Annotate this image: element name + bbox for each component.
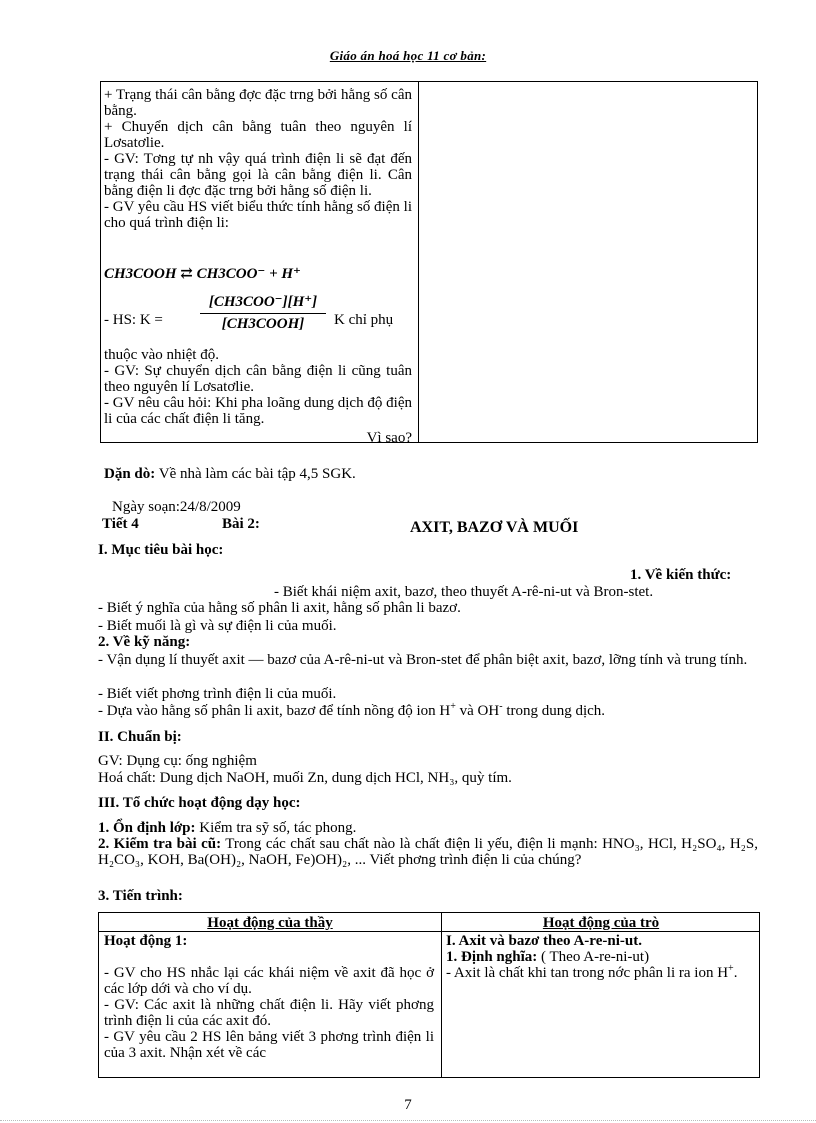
hs-tail: K chỉ phụ	[334, 312, 394, 328]
teacher-line: - GV cho HS nhắc lại các khái niệm về axit đã học ở các lớp dới và cho ví dụ.	[104, 965, 434, 997]
page-number: 7	[404, 1097, 412, 1113]
section-objectives: I. Mục tiêu bài học:	[98, 542, 224, 558]
step-review	[98, 836, 758, 868]
column-header-teacher: Hoạt động của thầy	[207, 915, 333, 931]
student-line-end: .	[733, 965, 738, 981]
student-line: - Axit là chất khi tan trong nớc phân li ra ion H	[446, 965, 729, 981]
table1-line: + Chuyển dịch cân bằng tuân theo nguyên lí Lơsatơlie.	[104, 119, 412, 151]
dissociation-equation: CH3COOH ⇄ CH3COO⁻ + H⁺	[104, 266, 301, 282]
table1-line: - GV: Sự chuyển dịch cân bằng điện li cũng tuân theo nguyên lí Lơsatơlie.	[104, 363, 412, 395]
homework-line	[104, 466, 356, 483]
page-bottom-rule	[0, 1120, 816, 1121]
table1-line: + Trạng thái cân bằng đợc đặc trng bởi hằng số cân bằng.	[104, 87, 412, 119]
definition-label: 1. Định nghĩa:	[446, 949, 538, 965]
table1-line: - GV yêu cầu HS viết biểu thức tính hằng số điện li cho quá trình điện li:	[104, 199, 412, 231]
step-stabilize	[98, 820, 356, 836]
lesson-period: Tiết 4	[102, 516, 139, 532]
lesson-title: AXIT, BAZƠ VÀ MUỐI	[410, 519, 579, 536]
skill-item: - Biết viết phơng trình điện li của muối.	[98, 686, 337, 702]
student-title: I. Axit và bazơ theo A-re-ni-ut.	[446, 933, 642, 949]
skill-text-a: - Dựa vào hằng số phân li axit, bazơ để tính nồng độ ion H	[98, 703, 451, 719]
fraction-numerator: [CH3COO⁻][H⁺]	[200, 292, 326, 314]
table1-line: - GV nêu câu hỏi: Khi pha loãng dung dịch độ điện li của các chất điện li tăng.	[104, 395, 412, 427]
vi-sao-text: Vì sao?	[366, 430, 412, 443]
table1-left-cell-a	[104, 87, 412, 231]
knowledge-item: - Biết muối là gì và sự điện li của muối.	[98, 618, 337, 634]
student-cell: I. Axit và bazơ theo A-re-ni-ut. 1. Định nghĩa: ( Theo A-re-ni-ut) - Axit là chất khi tan trong nớc phân li ra ion H+.	[446, 933, 754, 981]
prep-teacher: GV: Dụng cụ: ống nghiệm	[98, 753, 257, 769]
date-prepared: Ngày soạn:24/8/2009	[112, 499, 241, 515]
section-knowledge: 1. Về kiến thức:	[630, 567, 732, 583]
hs-label: - HS: K =	[104, 312, 163, 328]
lesson-number: Bài 2:	[222, 516, 260, 532]
step-label: 2. Kiểm tra bài cũ:	[98, 836, 222, 852]
table1-left-cell-b	[104, 347, 412, 427]
knowledge-item: - Biết ý nghĩa của hằng số phân li axit, hằng số phân li bazơ.	[98, 600, 461, 616]
step-text: Trong các chất sau chất nào là chất điện li yếu, điện li mạnh: HNO₃, HCl, H₂SO₄, H₂S, H₂CO₃, KOH, Ba(OH)₂, NaOH, Fe)OH)₂, ... Viết phơng trình điện li của chúng?	[98, 836, 758, 868]
teacher-line: - GV yêu cầu 2 HS lên bảng viết 3 phơng trình điện li của 3 axit. Nhận xét về các	[104, 1029, 434, 1061]
k-fraction	[200, 292, 326, 333]
section-activities: III. Tổ chức hoạt động dạy học:	[98, 795, 301, 811]
activity-title: Hoạt động 1:	[104, 933, 188, 949]
section-preparation: II. Chuẩn bị:	[98, 729, 182, 745]
page-header: Giáo án hoá học 11 cơ bản:	[329, 48, 487, 63]
step-text: Kiểm tra sỹ số, tác phong.	[195, 820, 357, 836]
table1-line: thuộc vào nhiệt độ.	[104, 347, 219, 363]
skill-text-b: và OH	[455, 703, 500, 719]
teacher-cell	[104, 933, 434, 1061]
equilibrium-constant-expression	[104, 292, 412, 342]
dando-label: Dặn dò:	[104, 466, 156, 482]
prep-chemicals: Hoá chất: Dung dịch NaOH, muối Zn, dung dịch HCl, NH₃, quỳ tím.	[98, 770, 512, 786]
definition-text: ( Theo A-re-ni-ut)	[537, 949, 650, 965]
skill-text-c: trong dung dịch.	[502, 703, 606, 719]
teacher-line: - GV: Các axit là những chất điện li. Hãy viết phơng trình điện li của các axit đó.	[104, 997, 434, 1029]
step-label: 1. Ổn định lớp:	[98, 820, 196, 836]
step-progress: 3. Tiến trình:	[98, 888, 183, 904]
fraction-denominator: [CH3COOH]	[221, 316, 305, 332]
dando-text: Về nhà làm các bài tập 4,5 SGK.	[158, 466, 356, 482]
column-header-student: Hoạt động của trò	[542, 915, 660, 931]
knowledge-item: - Biết khái niệm axit, bazơ, theo thuyết A-rê-ni-ut và Bron-stet.	[274, 584, 654, 600]
section-skills: 2. Về kỹ năng:	[98, 634, 191, 650]
skill-item-ion: - Dựa vào hằng số phân li axit, bazơ để tính nồng độ ion H+ và OH- trong dung dịch.	[98, 701, 606, 719]
skill-item: - Vận dụng lí thuyết axit — bazơ của A-rê-ni-ut và Bron-stet để phân biệt axit, bazơ, lỡng tính và trung tính.	[98, 652, 748, 668]
table1-line: - GV: Tơng tự nh vậy quá trình điện li sẽ đạt đến trạng thái cân bằng gọi là cân bằng điện li. Cân bằng điện li đợc đặc trng bởi hằng số điện li.	[104, 151, 412, 199]
